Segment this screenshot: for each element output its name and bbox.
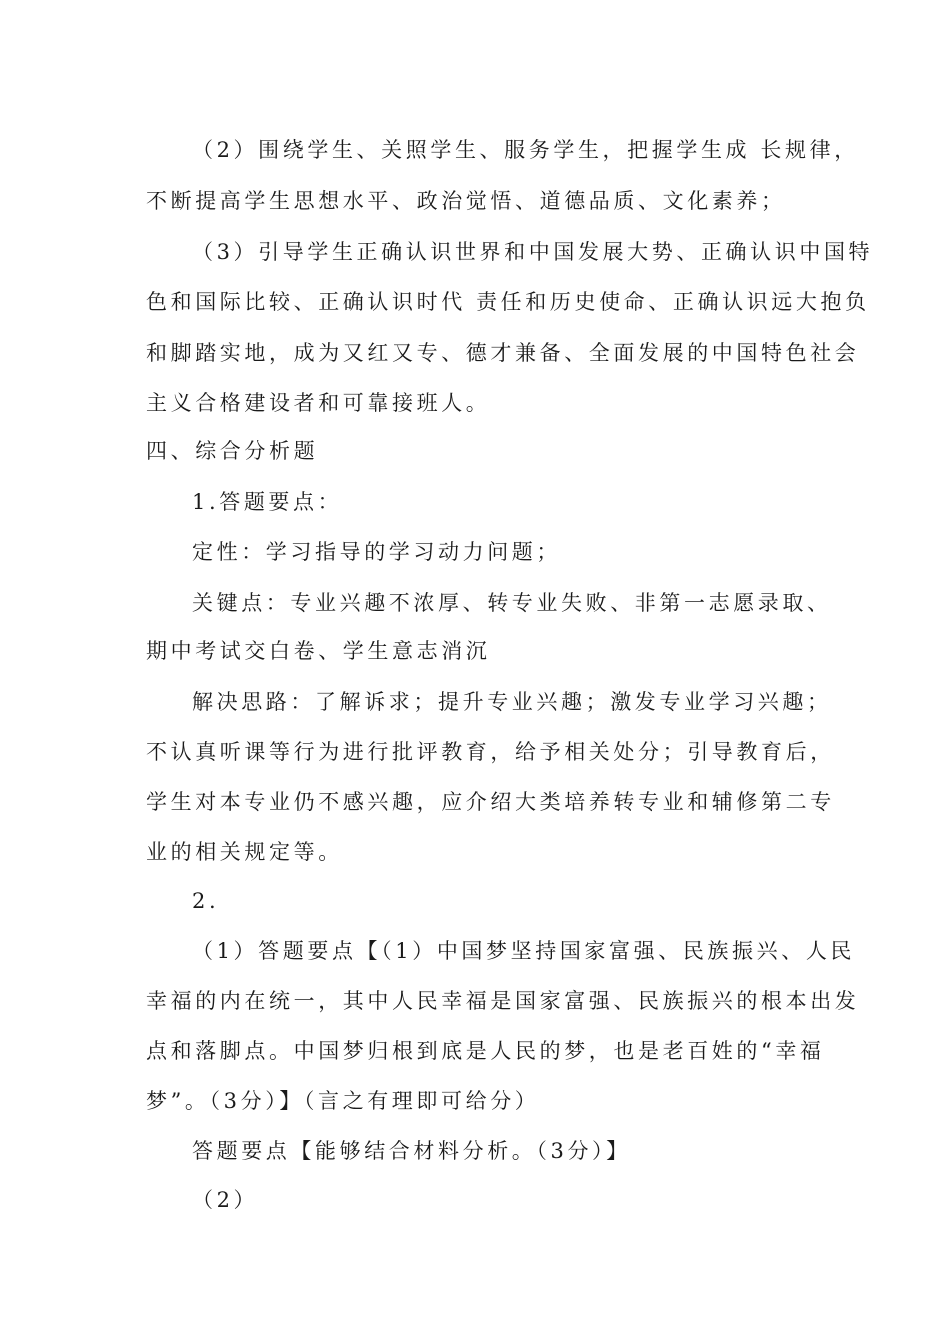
paragraph-line: 和脚踏实地，成为又红又专、德才兼备、全面发展的中国特色社会 xyxy=(146,341,860,365)
paragraph-line: （2）围绕学生、关照学生、服务学生，把握学生成 长规律， xyxy=(192,138,859,162)
paragraph-line: 色和国际比较、正确认识时代 责任和历史使命、正确认识远大抱负 xyxy=(146,290,870,314)
paragraph-line: （3）引导学生正确认识世界和中国发展大势、正确认识中国特 xyxy=(192,240,874,264)
paragraph-line: 2. xyxy=(192,889,220,913)
paragraph-line: 幸福的内在统一，其中人民幸福是国家富强、民族振兴的根本出发 xyxy=(146,989,860,1013)
paragraph-line: （2） xyxy=(192,1188,259,1212)
paragraph-line: 答题要点【能够结合材料分析。（3分）】 xyxy=(192,1139,631,1163)
paragraph-line: 解决思路：了解诉求；提升专业兴趣；激发专业学习兴趣； xyxy=(192,690,832,714)
paragraph-line: 不断提高学生思想水平、政治觉悟、道德品质、文化素养； xyxy=(146,189,786,213)
paragraph-line: 1.答题要点： xyxy=(192,490,343,514)
paragraph-line: 主义合格建设者和可靠接班人。 xyxy=(146,391,491,415)
paragraph-line: 梦”。（3分）】（言之有理即可给分） xyxy=(146,1089,540,1113)
paragraph-line: 学生对本专业仍不感兴趣，应介绍大类培养转专业和辅修第二专 xyxy=(146,790,835,814)
paragraph-line: （1）答题要点【（1）中国梦坚持国家富强、民族振兴、人民 xyxy=(192,939,856,963)
paragraph-line: 定性：学习指导的学习动力问题； xyxy=(192,540,561,564)
paragraph-line: 点和落脚点。中国梦归根到底是人民的梦，也是老百姓的“幸福 xyxy=(146,1039,825,1063)
paragraph-line: 关键点：专业兴趣不浓厚、转专业失败、非第一志愿录取、 xyxy=(192,591,832,615)
paragraph-line: 期中考试交白卷、学生意志消沉 xyxy=(146,639,491,663)
section-heading: 四、综合分析题 xyxy=(146,439,319,463)
paragraph-line: 业的相关规定等。 xyxy=(146,840,343,864)
paragraph-line: 不认真听课等行为进行批评教育，给予相关处分；引导教育后， xyxy=(146,740,835,764)
